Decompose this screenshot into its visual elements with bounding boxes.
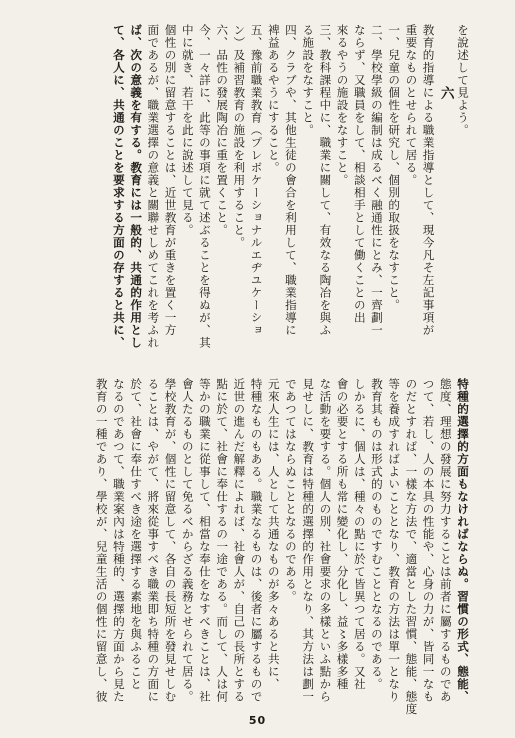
text-line: 五、豫前職業教育（プレボケーショナルエヂユケーショ (249, 24, 264, 337)
page-number: 50 (248, 714, 267, 727)
text-line: 見せしに、教育は特種的選擇的作用となり、其方法は劃一 (301, 378, 316, 703)
text-line: のだとすれば、一樣な方法で、適當とした習慣、態能、態度 (404, 378, 419, 716)
text-line: 於て、社會に奉仕すべき途を選擇する素地を與ふること (129, 378, 144, 691)
text-line: 面であるが、職業選擇の意義と關聯せしめてこれを考ふれ (146, 24, 161, 349)
text-line: 來るやうの施設をなすこと。 (335, 24, 350, 187)
text-line: 教育的指導による職業指導として、現今凡そ左記事項が (421, 24, 436, 337)
text-line: ならず、又職員をして、相談相手として働くことの出 (352, 24, 367, 324)
text-line: 學校教育が、個性に留意して、各自の長短所を發見せしむ (163, 378, 178, 703)
text-line: 教育其ものは形式的のものですむこととなるのである。 (369, 378, 384, 691)
text-line: 教育の一種であり、學校が、兒童生活の個性に留意し、彼 (94, 378, 109, 703)
text-line: 六、品性の發展陶冶に重を置くこと。 (215, 24, 230, 237)
text-line: 三、教科課程中に、職業に關して、有效なる陶冶を與ふ (318, 24, 333, 337)
text-line: 特種的選擇的方面もなければならぬ。習慣の形式、態能、 (456, 378, 470, 703)
text-line: であつてはならぬこととなるのである。 (283, 378, 298, 603)
text-line: 四、クラブや、其他生徒の會合を利用して、職業指導に (283, 24, 298, 337)
text-line: 近世の進んだ解釋によれば、社會人が、自己の長所とする (232, 378, 247, 703)
text-line: な活動を要する。個人の別、社會要求の多樣といふ點から (318, 378, 333, 703)
text-line: て、各人に、共通のことを要求する方面の存すると共に、 (111, 24, 126, 349)
text-line: つて、若し、人の本具の性能や、心身の力が、皆同一なも (421, 378, 436, 703)
text-line: 特種なものもある。職業なるものは、後者に屬するもので (249, 378, 264, 703)
text-line: 中に就き、若干を此に說述して見る。 (180, 24, 195, 237)
text-line: 等かの職業に從事して、相當な奉仕をなすべきことは、社 (197, 378, 212, 703)
text-line: しかるに、個人は、種々の點に於て皆異つて居る。又社 (352, 378, 367, 691)
section-heading: 六 (437, 86, 454, 102)
text-line: 二、學校學級の編制は成るべく融通性にとみ、一齊劃一 (369, 24, 384, 337)
text-line: ることは、やがて、將來從事すべき職業即ち特種の方面に (146, 378, 161, 703)
text-line: 今、一々詳に、此等の事項に就て述ぶることを得ぬが、其 (197, 24, 212, 349)
text-line: 會人たるものとして免るべからざる義務とせられて居る。 (180, 378, 195, 703)
text-line: 點に於て、社會に奉仕するの一途である。而して、人は何 (215, 378, 230, 703)
lower-text-block (93, 378, 471, 716)
text-line: る施設をなすこと。 (301, 24, 316, 137)
text-line: 個性の別に留意することは、近世教育が重きを置く一方 (163, 24, 178, 337)
text-line: 重要なものとせられて居る。 (404, 24, 419, 187)
upper-text-block (110, 24, 471, 359)
text-line: 等を養成すればよいこととなり、教育の方法は單一となり (387, 378, 402, 703)
text-line: ン）及補習教育の施設を利用すること。 (232, 24, 247, 249)
text-line: を說述して見よう。 (456, 24, 470, 137)
text-line: 會の必要とする所も常に變化し、分化し、益〻多樣多種 (335, 378, 350, 691)
text-line: 一、兒童の個性を研究し、個別的取扱をなすこと。 (387, 24, 402, 312)
text-line: 元來人生には、人として共通なものが多々あると共に、 (266, 378, 281, 691)
text-line: なるのであつて、職業案內は特種的、選擇的方面から見た (111, 378, 126, 703)
text-line: ば、次の意義を有する。教育には一般的、共通的作用とし (129, 24, 144, 349)
text-line: 裨益あるやうにすること。 (266, 24, 281, 174)
text-line: 態度、理想の發展に努力することは前者に屬するものであ (438, 378, 453, 703)
